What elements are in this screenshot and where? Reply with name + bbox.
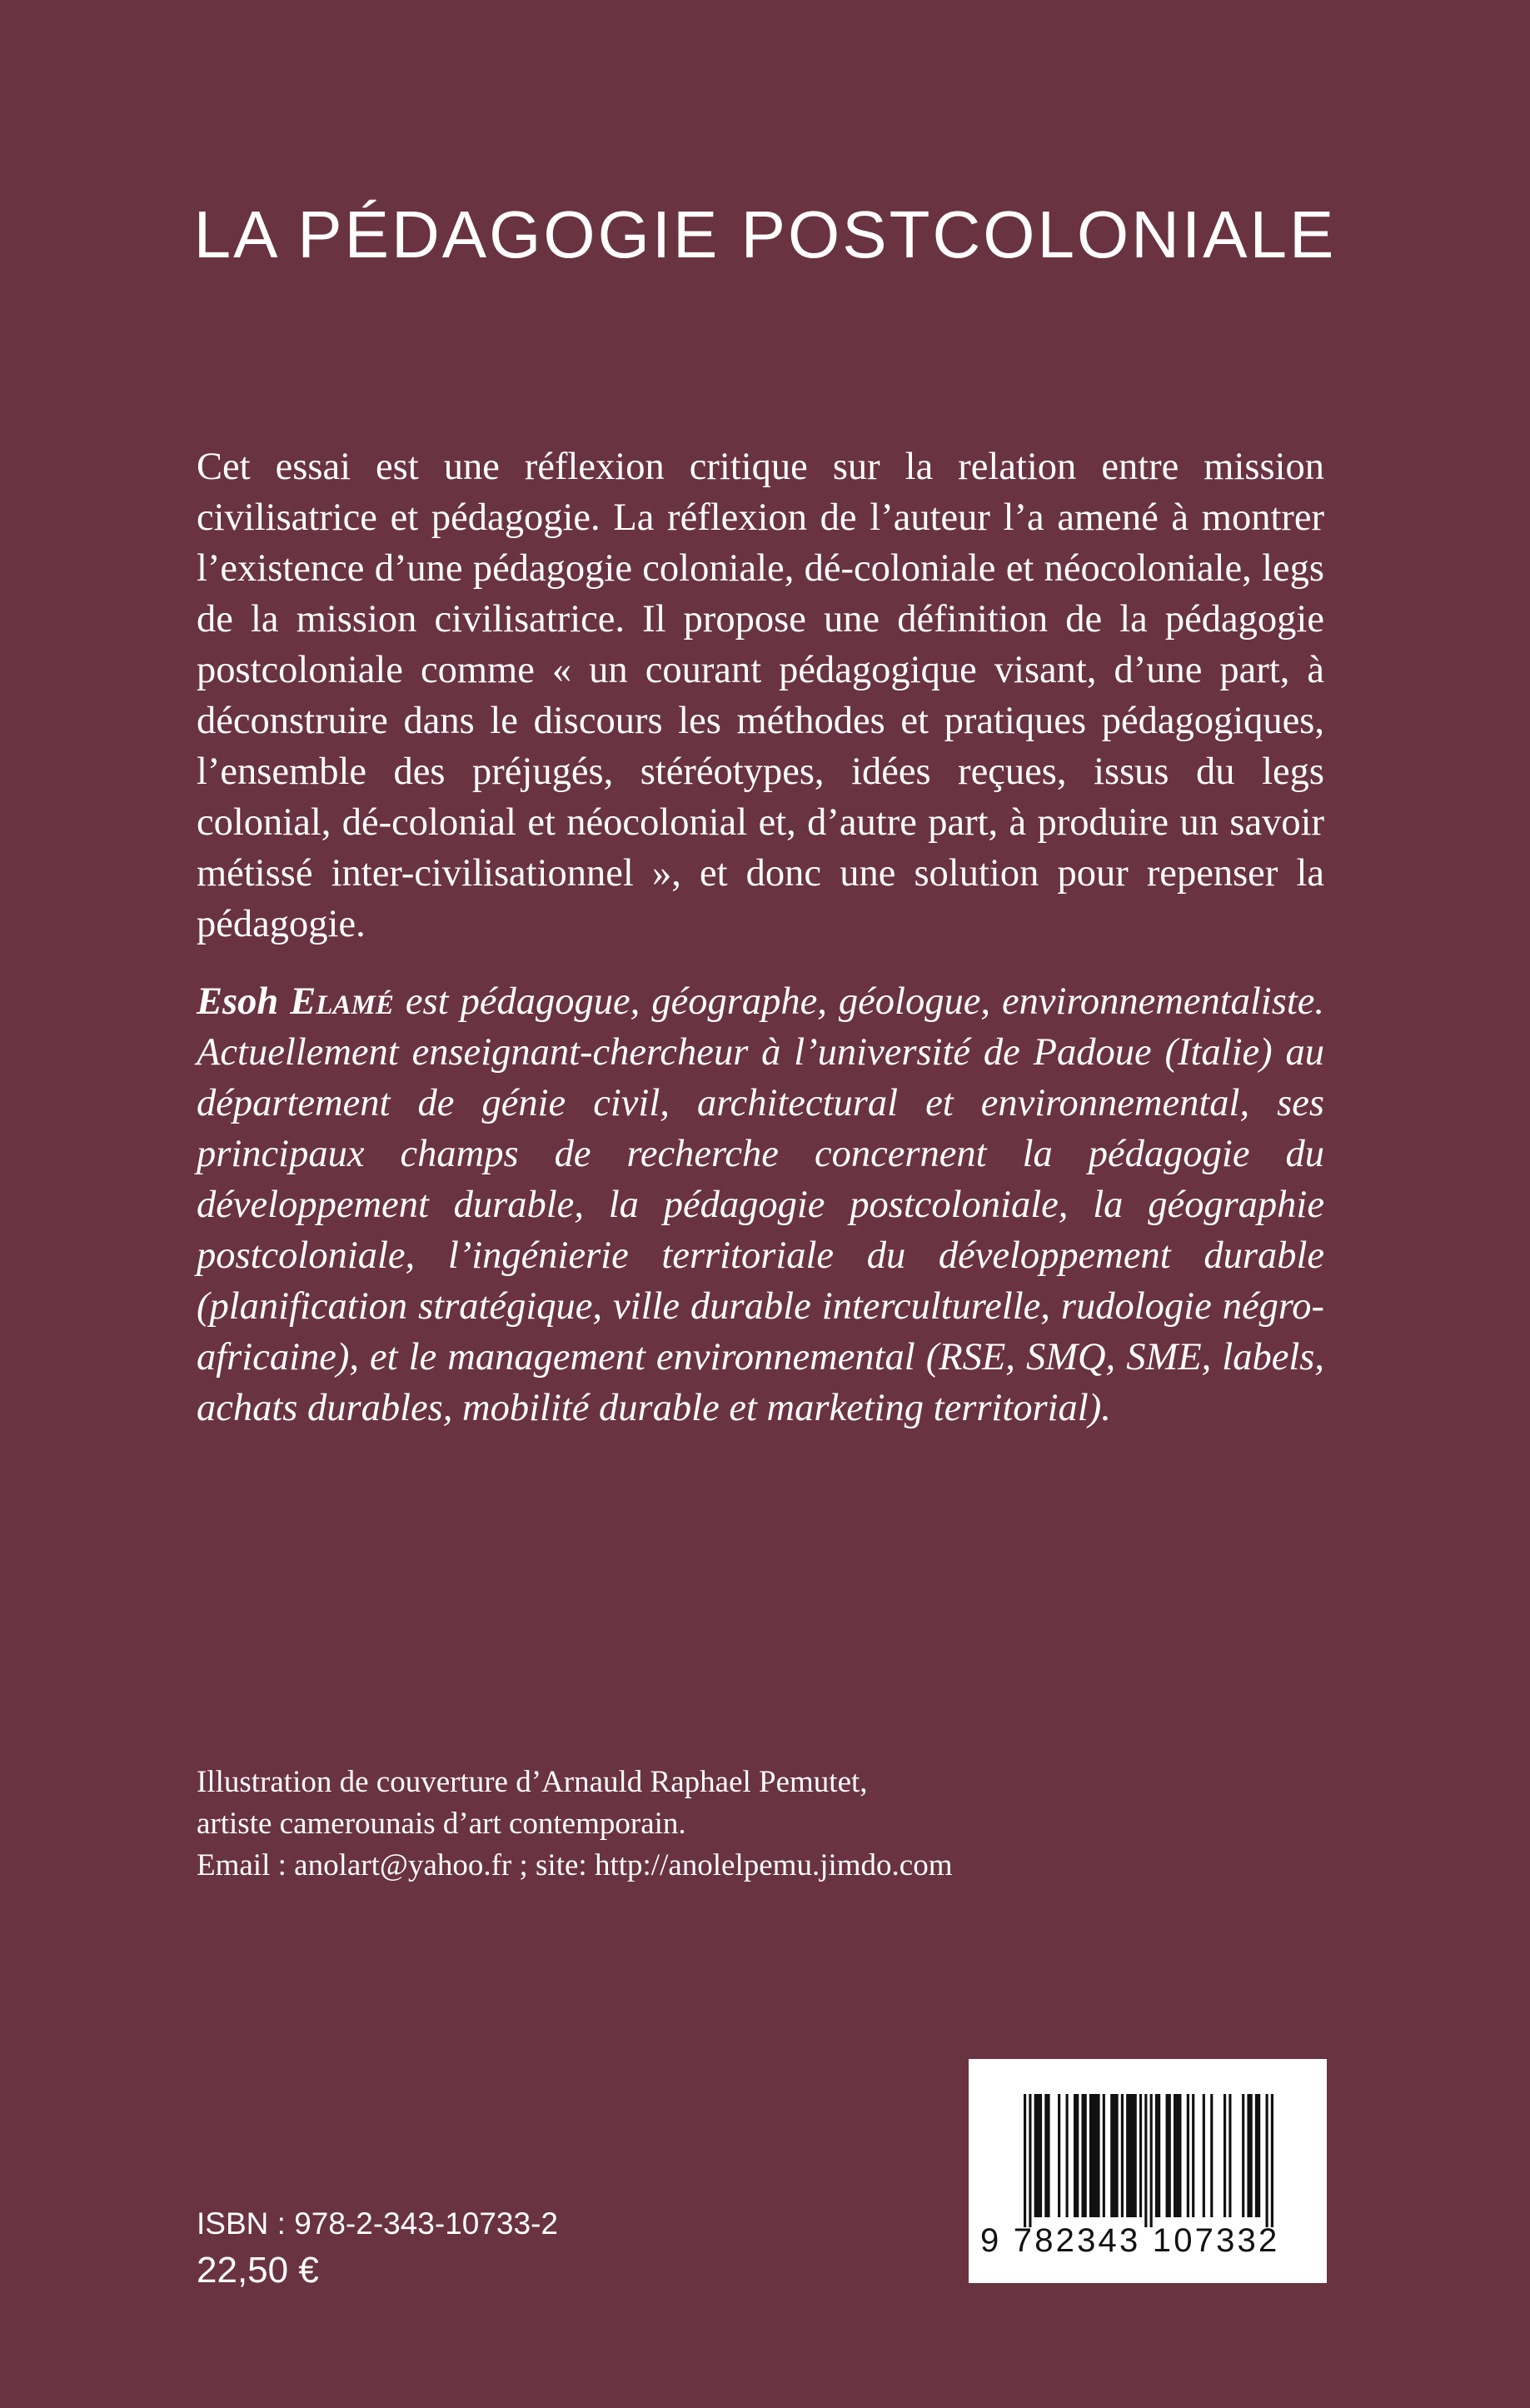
barcode-bars [1024,2094,1273,2227]
book-title: LA PÉDAGOGIE POSTCOLONIALE [193,197,1337,272]
author-first-name: Esoh [197,980,279,1023]
barcode-bar [1192,2094,1194,2217]
barcode-bar [1203,2094,1205,2217]
barcode-bar [1024,2094,1026,2227]
barcode-bar [1121,2094,1124,2217]
author-bio [197,976,1324,1433]
barcode-bar [1144,2094,1147,2227]
price-label: 22,50 € [197,2250,319,2291]
illustration-credits [197,1762,1363,1887]
book-summary: Cet essai est une réflexion critique sur la relation entre mission civilisatrice et pédagogie. La réflexion de l’auteur l’a amené à montrer l’existence d’une pédagogie coloniale, dé-coloniale et néocoloniale, legs de la mission civilisatrice. Il propose une définition de la pédagogie postcoloniale comme « un courant pédagogique visant, d’une part, à déconstruire dans le discours les méthodes et pratiques pédagogiques, l’ensemble des préjugés, stéréotypes, idées reçues, issus du legs colonial, dé-colonial et néocolonial et, d’autre part, à produire un savoir métissé inter-civilisationnel », et donc une solution pour repenser la pédagogie. [197,446,1324,945]
barcode-bar [1266,2094,1268,2227]
barcode-bar [1029,2094,1031,2227]
barcode-bar [1255,2094,1260,2217]
isbn-label: ISBN : 978-2-343-10733-2 [197,2206,558,2241]
barcode-bar [1044,2094,1049,2217]
author-last-name: Elamé [290,980,394,1023]
barcode-bar [1103,2094,1105,2217]
credits-line-1: Illustration de couverture d’Arnauld Raphael Pemutet, [197,1765,868,1799]
barcode-bar [1110,2094,1118,2217]
barcode-bar [1066,2094,1069,2217]
barcode-bar [1247,2094,1252,2217]
barcode-bar [1174,2094,1181,2217]
barcode-bar [1139,2094,1142,2217]
barcode-bar [1058,2094,1060,2217]
barcode-bar [1271,2094,1273,2227]
barcode-bar [1126,2094,1137,2217]
barcode-bar [1081,2094,1086,2217]
barcode-bar [1224,2094,1226,2217]
barcode-bar [1166,2094,1171,2217]
barcode-digits: 9 782343 107332 [980,2222,1280,2259]
barcode-bar [1089,2094,1100,2217]
barcode-bar [1034,2094,1042,2217]
credits-line-3: Email : anolart@yahoo.fr ; site: http://anolelpemu.jimdo.com [197,1848,953,1882]
barcode-bar [1210,2094,1213,2217]
barcode [969,2059,1327,2283]
barcode-bar [1150,2094,1153,2227]
barcode-bar [1187,2094,1189,2217]
barcode-bar [1228,2094,1231,2217]
credits-line-2: artiste camerounais d’art contemporain. [197,1807,686,1841]
barcode-bar [1074,2094,1079,2217]
barcode-bar [1242,2094,1244,2217]
barcode-bar [1155,2094,1160,2217]
author-bio-text: est pédagogue, géographe, géologue, environnementaliste. Actuellement enseignant-chercheur à l’université de Padoue (Italie) au département de génie civil, architectural et environnemental, ses principaux champs de recherche concernent la pédagogie du développement durable, la pédagogie postcoloniale, la géographie postcoloniale, l’ingénierie territoriale du développement durable (planification stratégique, ville durable interculturelle, rudologie négro-africaine), et le management environnemental (RSE, SMQ, SME, labels, achats durables, mobilité durable et marketing territorial). [197,980,1324,1429]
